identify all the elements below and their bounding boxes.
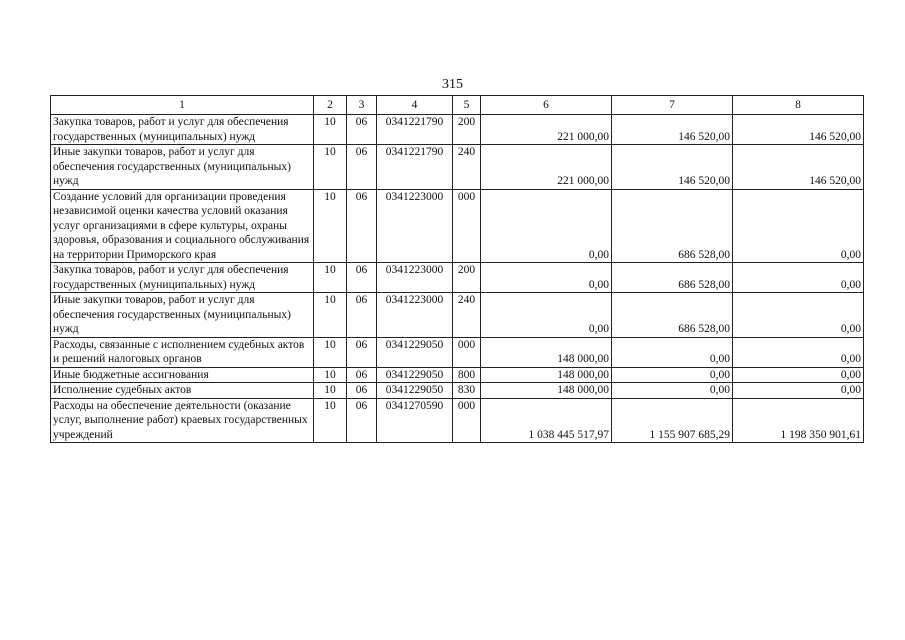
amount-col6: 221 000,00 (481, 145, 612, 190)
target-article-code: 0341223000 (377, 293, 453, 338)
table-row (51, 367, 864, 383)
amount-col8: 0,00 (733, 293, 864, 338)
section-code: 10 (314, 189, 347, 263)
column-header: 2 (314, 96, 347, 115)
column-header: 4 (377, 96, 453, 115)
amount-col8: 0,00 (733, 189, 864, 263)
expense-name: Иные закупки товаров, работ и услуг для обеспечения государственных (муниципальных) нужд (51, 145, 314, 190)
expense-name: Иные закупки товаров, работ и услуг для обеспечения государственных (муниципальных) нужд (51, 293, 314, 338)
amount-col8: 0,00 (733, 263, 864, 293)
target-article-code: 0341229050 (377, 337, 453, 367)
amount-col8: 146 520,00 (733, 115, 864, 145)
amount-col7: 1 155 907 685,29 (612, 398, 733, 443)
amount-col8: 0,00 (733, 367, 864, 383)
amount-col7: 0,00 (612, 367, 733, 383)
expense-type-code: 000 (453, 398, 481, 443)
amount-col8: 0,00 (733, 337, 864, 367)
target-article-code: 0341229050 (377, 383, 453, 399)
column-header: 8 (733, 96, 864, 115)
amount-col6: 1 038 445 517,97 (481, 398, 612, 443)
section-code: 10 (314, 145, 347, 190)
expense-type-code: 200 (453, 115, 481, 145)
subsection-code: 06 (347, 398, 377, 443)
expense-type-code: 240 (453, 293, 481, 338)
section-code: 10 (314, 263, 347, 293)
section-code: 10 (314, 398, 347, 443)
target-article-code: 0341221790 (377, 115, 453, 145)
subsection-code: 06 (347, 293, 377, 338)
budget-table (50, 95, 864, 443)
amount-col7: 0,00 (612, 383, 733, 399)
amount-col8: 146 520,00 (733, 145, 864, 190)
target-article-code: 0341223000 (377, 189, 453, 263)
expense-name: Расходы, связанные с исполнением судебных актов и решений налоговых органов (51, 337, 314, 367)
amount-col6: 148 000,00 (481, 383, 612, 399)
table-row (51, 337, 864, 367)
amount-col7: 686 528,00 (612, 189, 733, 263)
table-row (51, 398, 864, 443)
target-article-code: 0341229050 (377, 367, 453, 383)
column-header: 6 (481, 96, 612, 115)
section-code: 10 (314, 337, 347, 367)
table-row (51, 145, 864, 190)
expense-type-code: 800 (453, 367, 481, 383)
subsection-code: 06 (347, 383, 377, 399)
section-code: 10 (314, 383, 347, 399)
column-header: 1 (51, 96, 314, 115)
amount-col8: 0,00 (733, 383, 864, 399)
column-header: 5 (453, 96, 481, 115)
expense-type-code: 830 (453, 383, 481, 399)
amount-col7: 146 520,00 (612, 145, 733, 190)
amount-col6: 221 000,00 (481, 115, 612, 145)
section-code: 10 (314, 115, 347, 145)
amount-col7: 686 528,00 (612, 263, 733, 293)
amount-col6: 148 000,00 (481, 337, 612, 367)
amount-col6: 148 000,00 (481, 367, 612, 383)
table-row (51, 189, 864, 263)
subsection-code: 06 (347, 189, 377, 263)
target-article-code: 0341221790 (377, 145, 453, 190)
amount-col7: 0,00 (612, 337, 733, 367)
header-row (51, 96, 864, 115)
table-row (51, 115, 864, 145)
amount-col8: 1 198 350 901,61 (733, 398, 864, 443)
expense-type-code: 240 (453, 145, 481, 190)
amount-col6: 0,00 (481, 189, 612, 263)
target-article-code: 0341270590 (377, 398, 453, 443)
subsection-code: 06 (347, 337, 377, 367)
expense-type-code: 000 (453, 189, 481, 263)
section-code: 10 (314, 293, 347, 338)
amount-col7: 146 520,00 (612, 115, 733, 145)
table-row (51, 263, 864, 293)
subsection-code: 06 (347, 115, 377, 145)
amount-col6: 0,00 (481, 263, 612, 293)
expense-name: Расходы на обеспечение деятельности (оказание услуг, выполнение работ) краевых государственных учреждений (51, 398, 314, 443)
column-header: 7 (612, 96, 733, 115)
table-row (51, 383, 864, 399)
table-row (51, 293, 864, 338)
amount-col6: 0,00 (481, 293, 612, 338)
expense-name: Закупка товаров, работ и услуг для обеспечения государственных (муниципальных) нужд (51, 263, 314, 293)
subsection-code: 06 (347, 367, 377, 383)
subsection-code: 06 (347, 263, 377, 293)
subsection-code: 06 (347, 145, 377, 190)
expense-name: Закупка товаров, работ и услуг для обеспечения государственных (муниципальных) нужд (51, 115, 314, 145)
expense-name: Создание условий для организации проведения независимой оценки качества условий оказания услуг организациями в сфере культуры, охраны здоровья, образования и социального обслуживания на территории Приморского края (51, 189, 314, 263)
target-article-code: 0341223000 (377, 263, 453, 293)
amount-col7: 686 528,00 (612, 293, 733, 338)
section-code: 10 (314, 367, 347, 383)
column-header: 3 (347, 96, 377, 115)
expense-type-code: 200 (453, 263, 481, 293)
page-number: 315 (442, 77, 463, 92)
expense-type-code: 000 (453, 337, 481, 367)
expense-name: Иные бюджетные ассигнования (51, 367, 314, 383)
expense-name: Исполнение судебных актов (51, 383, 314, 399)
